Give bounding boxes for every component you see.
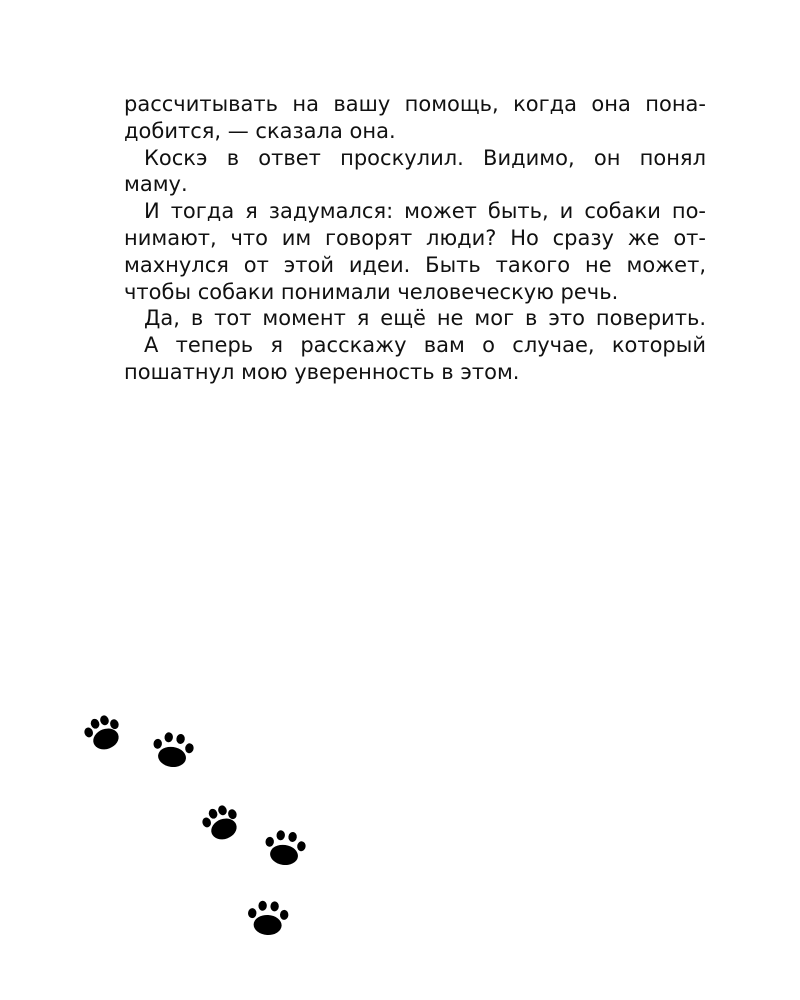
text-line-1: рассчитывать на вашу помощь, когда она пона-	[124, 92, 706, 116]
text-line-3: Коскэ в ответ проскулил. Видимо, он понял	[144, 145, 706, 170]
text-line-11: пошатнул мою уверенность в этом.	[124, 359, 520, 384]
text-line-10: А теперь я расскажу вам о случае, который	[144, 333, 706, 358]
text-line-8: чтобы собаки понимали человеческую речь.	[124, 279, 619, 304]
body-text	[124, 91, 706, 386]
paw-print-icon	[148, 730, 198, 770]
text-line-6: нимают, что им говорят люди? Но сразу же от-	[124, 225, 706, 250]
paw-print-icon	[243, 898, 293, 938]
paw-print-icon	[260, 828, 310, 868]
text-line-9: Да, в тот момент я ещё не мог в это поверить.	[144, 306, 706, 331]
text-line-7: махнулся от этой идеи. Быть такого не может,	[124, 252, 706, 277]
text-line-2: добится, — сказала она.	[124, 118, 396, 143]
text-line-5: И тогда я задумался: может быть, и собаки по-	[144, 199, 706, 224]
paw-print-icon	[196, 804, 244, 844]
paw-print-icon	[78, 714, 126, 754]
text-line-4: маму.	[124, 172, 188, 197]
